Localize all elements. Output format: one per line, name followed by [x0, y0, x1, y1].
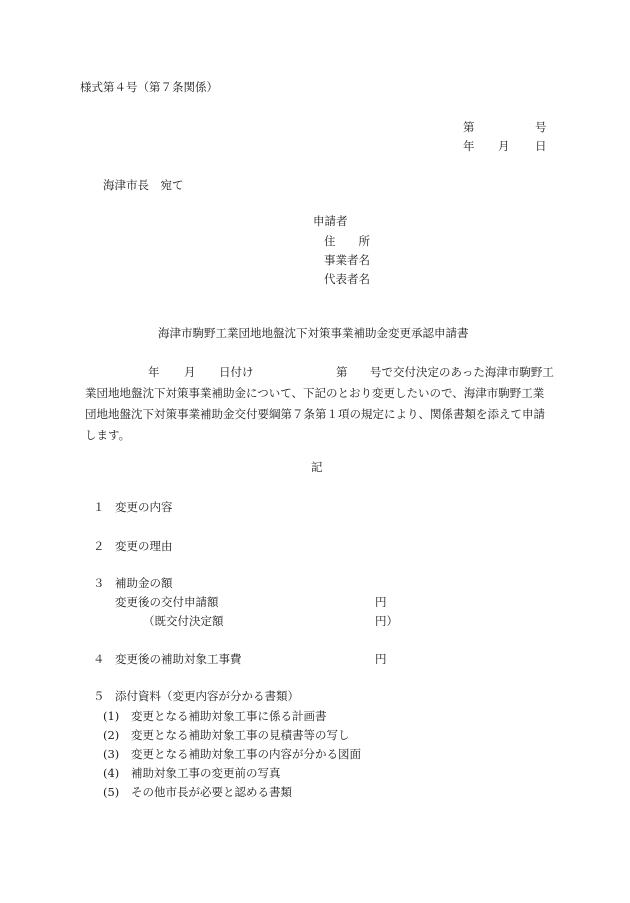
- item-2-number: ２: [93, 539, 105, 553]
- date-year: 年: [463, 139, 475, 153]
- body-line3: 団地地盤沈下対策事業補助金交付要綱第７条第１項の規定により、関係書類を添えて申請: [85, 407, 545, 421]
- body-no: 第: [336, 365, 348, 379]
- applicant-heading: 申請者: [313, 214, 348, 228]
- attachment-3-number: (3): [103, 747, 120, 761]
- form-label: 様式第４号（第７条関係）: [80, 80, 218, 94]
- attachment-4-text: 補助対象工事の変更前の写真: [131, 766, 281, 780]
- attachment-2-number: (2): [103, 728, 120, 742]
- item-5-number: ５: [93, 689, 105, 703]
- item-1-label: 変更の内容: [115, 500, 173, 514]
- attachment-1-number: (1): [103, 709, 120, 723]
- document-title: 海津市駒野工業団地地盤沈下対策事業補助金変更承認申請書: [158, 326, 469, 340]
- item-3-sub2-label: （既交付決定額: [143, 614, 224, 628]
- number-prefix: 第: [463, 120, 475, 134]
- item-4-unit: 円: [375, 652, 387, 666]
- attachment-2-text: 変更となる補助対象工事の見積書等の写し: [131, 728, 350, 742]
- item-4-label: 変更後の補助対象工事費: [115, 652, 242, 666]
- date-month: 月: [498, 139, 510, 153]
- ki-heading: 記: [311, 460, 323, 474]
- item-3-sub2-unit: 円）: [375, 614, 398, 628]
- body-line1-rest: 号で交付決定のあった海津市駒野工: [370, 365, 554, 379]
- item-1-number: １: [93, 500, 105, 514]
- item-4-number: ４: [93, 652, 105, 666]
- attachment-3-text: 変更となる補助対象工事の内容が分かる図面: [131, 747, 361, 761]
- item-5-label: 添付資料（変更内容が分かる書類）: [115, 689, 299, 703]
- item-2-label: 変更の理由: [115, 539, 173, 553]
- applicant-business-name: 事業者名: [324, 253, 370, 267]
- item-3-sub1-unit: 円: [375, 595, 387, 609]
- addressee: 海津市長 宛て: [103, 178, 184, 192]
- attachment-5-number: (5): [103, 785, 120, 799]
- body-line4: します。: [85, 428, 131, 442]
- body-month: 月: [184, 365, 196, 379]
- applicant-representative: 代表者名: [324, 272, 370, 286]
- number-suffix: 号: [535, 120, 547, 134]
- attachment-1-text: 変更となる補助対象工事に係る計画書: [131, 709, 327, 723]
- item-3-number: ３: [93, 576, 105, 590]
- date-day: 日: [535, 139, 547, 153]
- applicant-address: 住 所: [324, 234, 370, 248]
- item-3-label: 補助金の額: [115, 576, 173, 590]
- body-year: 年: [148, 365, 160, 379]
- attachment-4-number: (4): [103, 766, 120, 780]
- attachment-5-text: その他市長が必要と認める書類: [131, 785, 292, 799]
- item-3-sub1-label: 変更後の交付申請額: [115, 595, 219, 609]
- body-line2: 業団地地盤沈下対策事業補助金について、下記のとおり変更したいので、海津市駒野工業: [85, 386, 545, 400]
- body-dated: 日付け: [219, 365, 254, 379]
